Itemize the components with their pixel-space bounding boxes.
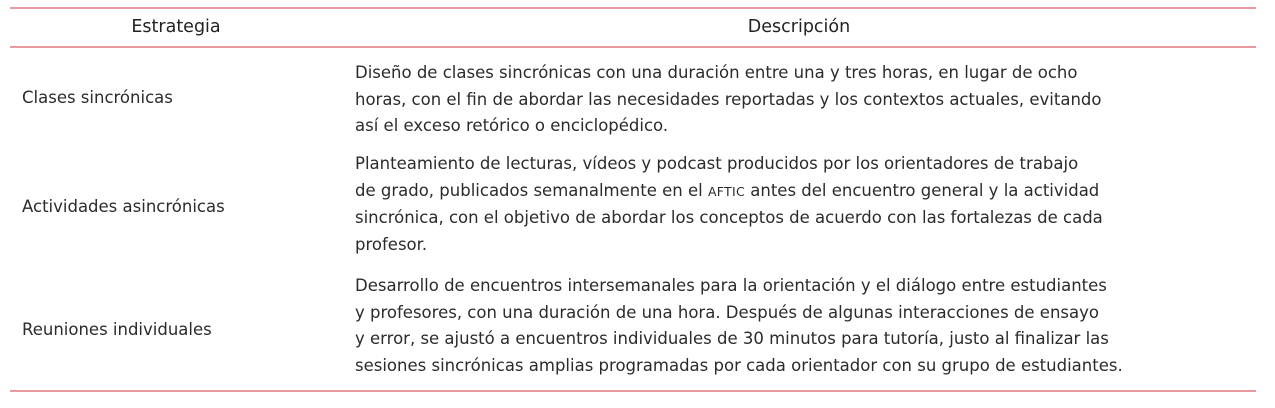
table-row [10, 52, 1256, 144]
header-description: Descripción [747, 17, 851, 37]
description-line: Diseño de clases sincrónicas con una duración entre una y tres horas, en lugar de ocho [355, 63, 1078, 82]
header-strategy: Estrategia [131, 17, 221, 37]
description-line: y error, se ajustó a encuentros individuales de 30 minutos para tutoría, justo al finalizar las [355, 329, 1109, 348]
description-fragment: de grado, publicados semanalmente en el [355, 180, 708, 200]
strategy-cell: Clases sincrónicas [22, 88, 173, 107]
description-line: sesiones sincrónicas amplias programadas por cada orientador con su grupo de estudiantes. [355, 355, 1123, 375]
description-line: Planteamiento de lecturas, vídeos y podcast producidos por los orientadores de trabajo [355, 154, 1079, 173]
table-header-rule [10, 46, 1256, 48]
strategy-cell: Reuniones individuales [22, 320, 212, 339]
table-bottom-rule [10, 390, 1256, 392]
table-row [10, 148, 1256, 266]
description-line: profesor. [355, 234, 428, 254]
table-row [10, 270, 1256, 388]
description-line: y profesores, con una duración de una hora. Después de algunas interacciones de ensayo [355, 302, 1099, 322]
description-fragment: antes del encuentro general y la actividad [745, 180, 1100, 200]
strategy-cell: Actividades asincrónicas [22, 197, 225, 216]
description-line: horas, con el fin de abordar las necesidades reportadas y los contextos actuales, evitando [355, 89, 1102, 109]
description-cell [355, 151, 1250, 258]
description-line: así el exceso retórico o enciclopédico. [355, 116, 669, 135]
description-line [355, 178, 1250, 206]
description-cell [355, 273, 1250, 379]
description-line: Desarrollo de encuentros intersemanales para la orientación y el diálogo entre estudiantes [355, 276, 1107, 295]
strategies-table [10, 0, 1256, 402]
description-cell [355, 60, 1250, 140]
aftic-acronym: AFTIC [707, 183, 746, 199]
table-top-rule [10, 7, 1256, 9]
description-line: sincrónica, con el objetivo de abordar los conceptos de acuerdo con las fortalezas de cada [355, 208, 1103, 227]
